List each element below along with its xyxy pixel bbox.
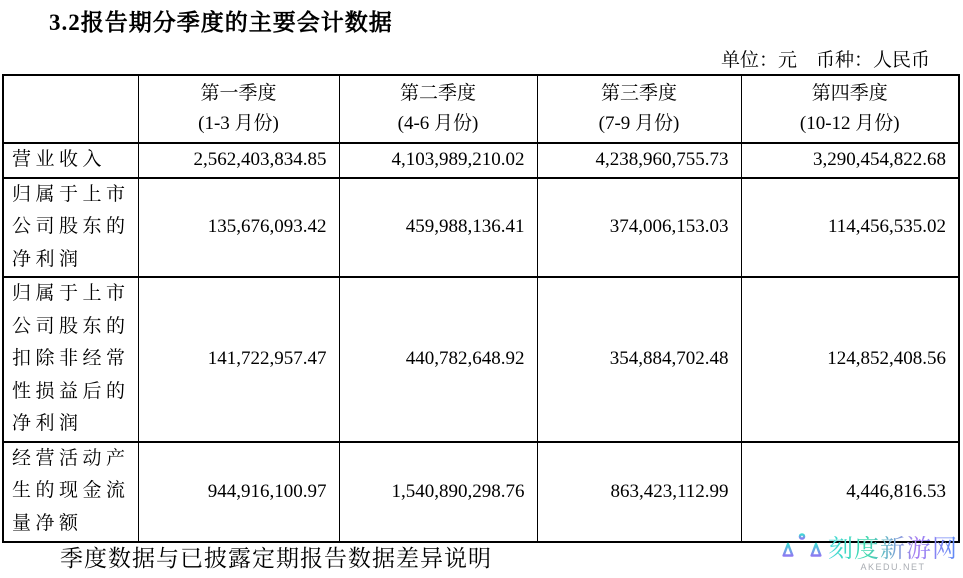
watermark-domain: AKEDU.NET: [860, 561, 926, 572]
header-q1: [138, 75, 339, 143]
header-q4-period: (10-12 月份): [799, 113, 900, 134]
header-q1-period: (1-3 月份): [198, 113, 279, 134]
quarterly-difference-note: 季度数据与已披露定期报告数据差异说明: [60, 546, 492, 571]
table-cell: 1,540,890,298.76: [339, 442, 537, 542]
unit-currency-note: 单位：元 币种：人民币: [720, 50, 930, 71]
table-cell: 459,988,136.41: [339, 178, 537, 278]
table-cell: 4,238,960,755.73: [537, 143, 741, 178]
header-q2: [339, 75, 537, 143]
table-cell: 440,782,648.92: [339, 277, 537, 442]
table-cell: 4,446,816.53: [741, 442, 959, 542]
header-q4: [741, 75, 959, 143]
table-header-row: [3, 75, 959, 143]
table-row-operating-revenue: [3, 143, 959, 178]
table-cell: 2,562,403,834.85: [138, 143, 339, 178]
quarterly-data-table: [2, 74, 960, 543]
header-empty-cell: [3, 75, 138, 143]
row-label: 归属于上市公司股东的净利润: [3, 178, 138, 278]
header-q2-title: 第二季度: [399, 83, 476, 104]
table-cell: 863,423,112.99: [537, 442, 741, 542]
row-label: 归属于上市公司股东的扣除非经常性损益后的净利润: [3, 277, 138, 442]
table-cell: 141,722,957.47: [138, 277, 339, 442]
header-q3-period: (7-9 月份): [598, 113, 680, 134]
table-cell: 374,006,153.03: [537, 178, 741, 278]
table-row-operating-cash-flow: [3, 442, 959, 542]
watermark-text: [828, 536, 958, 573]
row-label: 经营活动产生的现金流量净额: [3, 442, 138, 542]
site-watermark[interactable]: [782, 532, 958, 576]
table-row-net-profit: [3, 178, 959, 278]
table-cell: 354,884,702.48: [537, 277, 741, 442]
header-q4-title: 第四季度: [811, 83, 888, 104]
balance-scale-icon: [782, 532, 822, 576]
table-cell: 114,456,535.02: [741, 178, 959, 278]
table-cell: 135,676,093.42: [138, 178, 339, 278]
header-q1-title: 第一季度: [200, 83, 277, 104]
watermark-site-name: 刻度新游网: [827, 534, 958, 563]
table-row-net-profit-excl-nonrecurring: [3, 277, 959, 442]
table-cell: 124,852,408.56: [741, 277, 959, 442]
table-cell: 3,290,454,822.68: [741, 143, 959, 178]
section-title: 3.2报告期分季度的主要会计数据: [49, 10, 393, 35]
header-q3: [537, 75, 741, 143]
table-cell: 4,103,989,210.02: [339, 143, 537, 178]
header-q2-period: (4-6 月份): [397, 113, 479, 134]
header-q3-title: 第三季度: [600, 83, 677, 104]
table-cell: 944,916,100.97: [138, 442, 339, 542]
row-label: 营业收入: [3, 143, 138, 178]
